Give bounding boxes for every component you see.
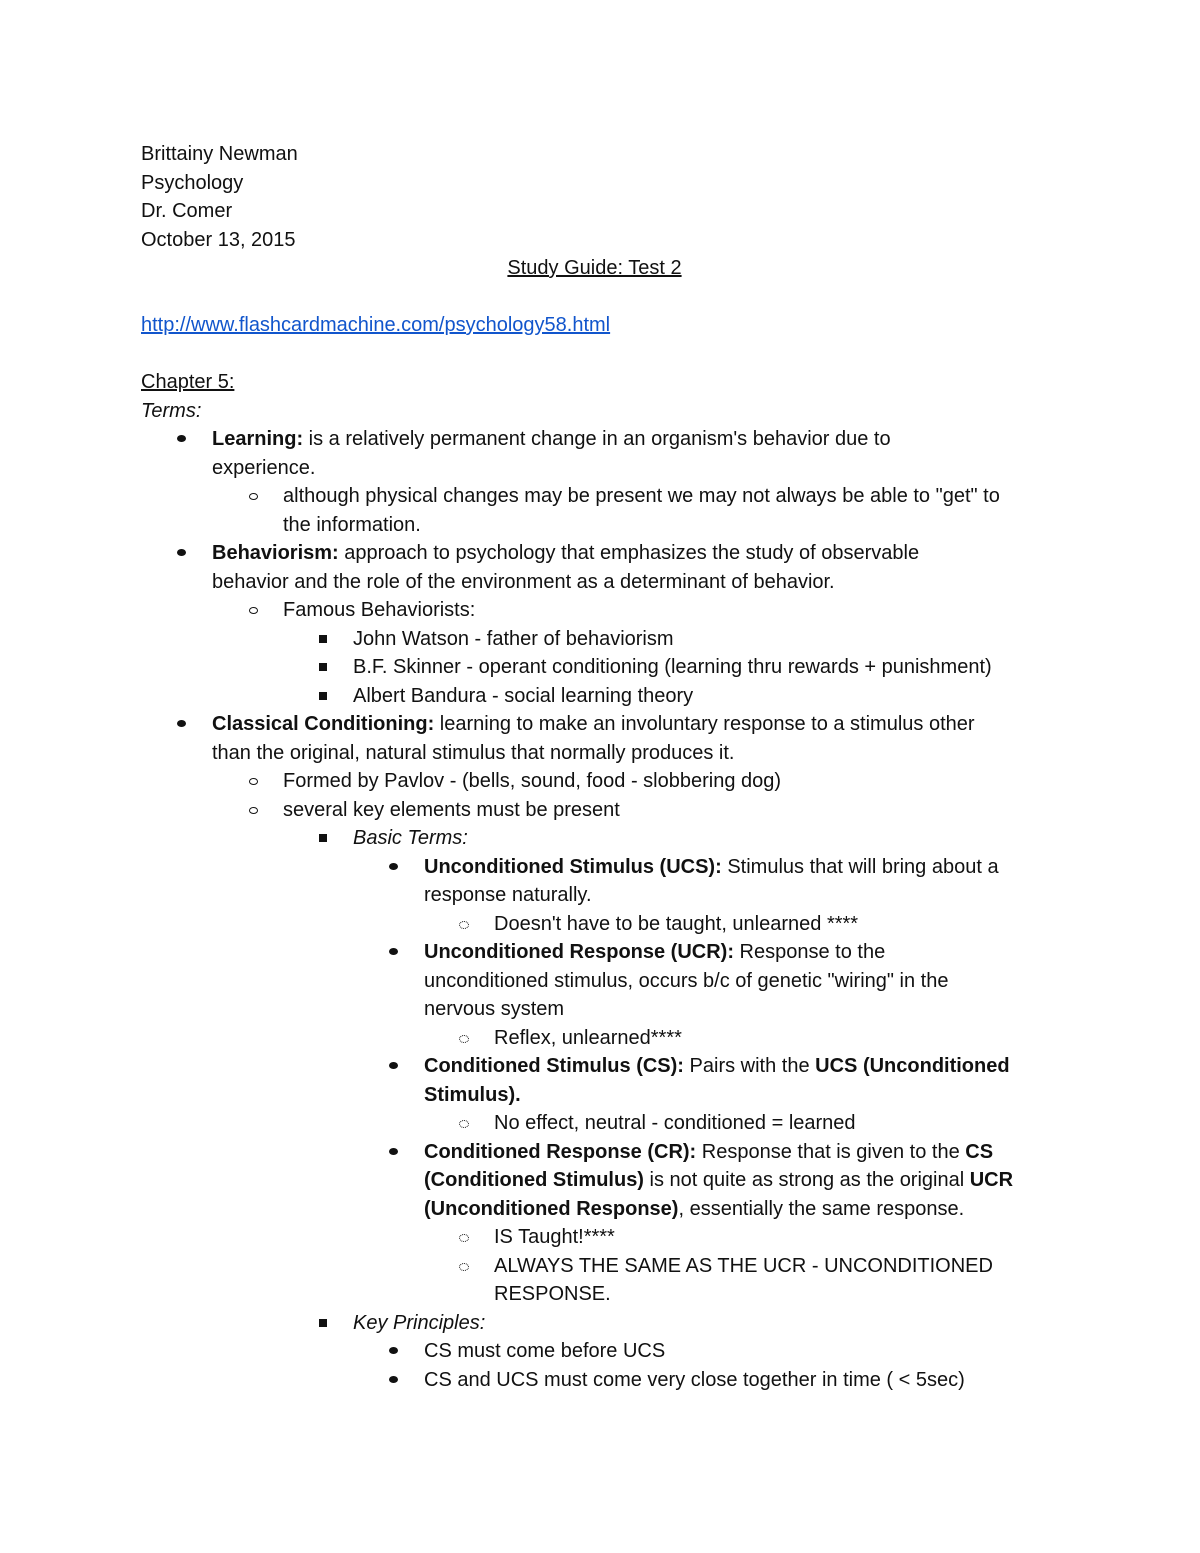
basic-terms-label: Basic Terms: [353,827,468,849]
note-text: No effect, neutral - conditioned = learned [494,1112,856,1134]
terms-label: Terms: [141,399,202,422]
term-ucs: Unconditioned Stimulus (UCS): [424,855,722,878]
definition-text: is not quite as strong as the original [643,1169,970,1191]
behaviorist-item: John Watson - father of behaviorism [353,627,674,650]
list-item [141,910,1071,939]
bold-text: (Conditioned Stimulus) [424,1169,644,1191]
principle-item: CS and UCS must come very close together in time ( < 5sec) [424,1368,965,1391]
list-item [141,938,1071,1024]
sub-item-text: Famous Behaviorists: [283,599,476,621]
flashcard-link[interactable]: http://www.flashcardmachine.com/psychology58.html [141,314,611,336]
chapter-heading: Chapter 5: [141,371,235,393]
professor-name: Dr. Comer [141,200,233,222]
document-title: Study Guide: Test 2 [507,257,682,279]
list-item [141,682,1071,711]
definition-text: behavior and the role of the environment as a determinant of behavior. [212,570,835,593]
definition-text: nervous system [424,998,565,1020]
author-name: Brittainy Newman [141,143,298,165]
list-item [141,1366,1071,1395]
bold-text: (Unconditioned Response) [424,1197,679,1220]
document-body [141,140,1071,1394]
list-item [141,539,1071,596]
bold-text: UCS (Unconditioned [815,1055,1010,1077]
definition-text: experience. [212,456,316,479]
term-behaviorism: Behaviorism: [212,542,339,564]
definition-text: is a relatively permanent change in an organism's behavior due to [303,428,891,450]
course-name: Psychology [141,171,244,194]
sub-item-text: the information. [283,513,421,536]
sub-item-text: Formed by Pavlov - (bells, sound, food - slobbering dog) [283,770,782,792]
list-item [141,1138,1071,1224]
list-item [141,596,1071,625]
list-item [141,1024,1071,1053]
list-item [141,653,1071,682]
sub-item-text: although physical changes may be present we may not always be able to "get" to [283,485,1000,507]
definition-text: learning to make an involuntary response to a stimulus other [434,713,975,735]
definition-text: , essentially the same response. [678,1197,965,1220]
definition-text: response naturally. [424,884,592,906]
list-item [141,1109,1071,1138]
note-text: ALWAYS THE SAME AS THE UCR - UNCONDITIONED [494,1254,993,1277]
term-classical-conditioning: Classical Conditioning: [212,713,435,735]
list-item [141,767,1071,796]
bold-text: Stimulus). [424,1083,521,1106]
definition-text: Stimulus that will bring about a [721,855,999,878]
list-item [141,1337,1071,1366]
principle-item: CS must come before UCS [424,1340,666,1362]
term-cr: Conditioned Response (CR): [424,1140,697,1163]
document-date: October 13, 2015 [141,228,296,251]
list-item [141,1252,1071,1309]
terms-list [141,425,1071,1394]
term-ucr: Unconditioned Response (UCR): [424,941,734,963]
note-text: RESPONSE. [494,1283,611,1305]
definition-text: than the original, natural stimulus that normally produces it. [212,741,735,764]
behaviorist-item: B.F. Skinner - operant conditioning (learning thru rewards + punishment) [353,656,992,678]
list-item [141,1309,1071,1338]
list-item [141,482,1071,539]
list-item [141,1223,1071,1252]
note-text: IS Taught!**** [494,1226,615,1248]
key-principles-label: Key Principles: [353,1311,486,1334]
behaviorist-item: Albert Bandura - social learning theory [353,684,694,707]
term-cs: Conditioned Stimulus (CS): [424,1055,684,1077]
list-item [141,425,1071,482]
definition-text: approach to psychology that emphasizes the study of observable [338,542,920,564]
bold-text: UCR [969,1169,1014,1191]
term-learning: Learning: [212,428,304,450]
sub-item-text: several key elements must be present [283,798,620,821]
definition-text: Response that is given to the [696,1140,966,1163]
note-text: Doesn't have to be taught, unlearned **** [494,912,859,935]
definition-text: unconditioned stimulus, occurs b/c of genetic "wiring" in the [424,969,949,992]
list-item [141,853,1071,910]
note-text: Reflex, unlearned**** [494,1026,682,1049]
definition-text: Response to the [734,941,886,963]
list-item [141,824,1071,853]
list-item [141,625,1071,654]
list-item [141,1052,1071,1109]
list-item [141,710,1071,767]
definition-text: Pairs with the [683,1055,816,1077]
list-item [141,796,1071,825]
bold-text: CS [965,1140,994,1163]
